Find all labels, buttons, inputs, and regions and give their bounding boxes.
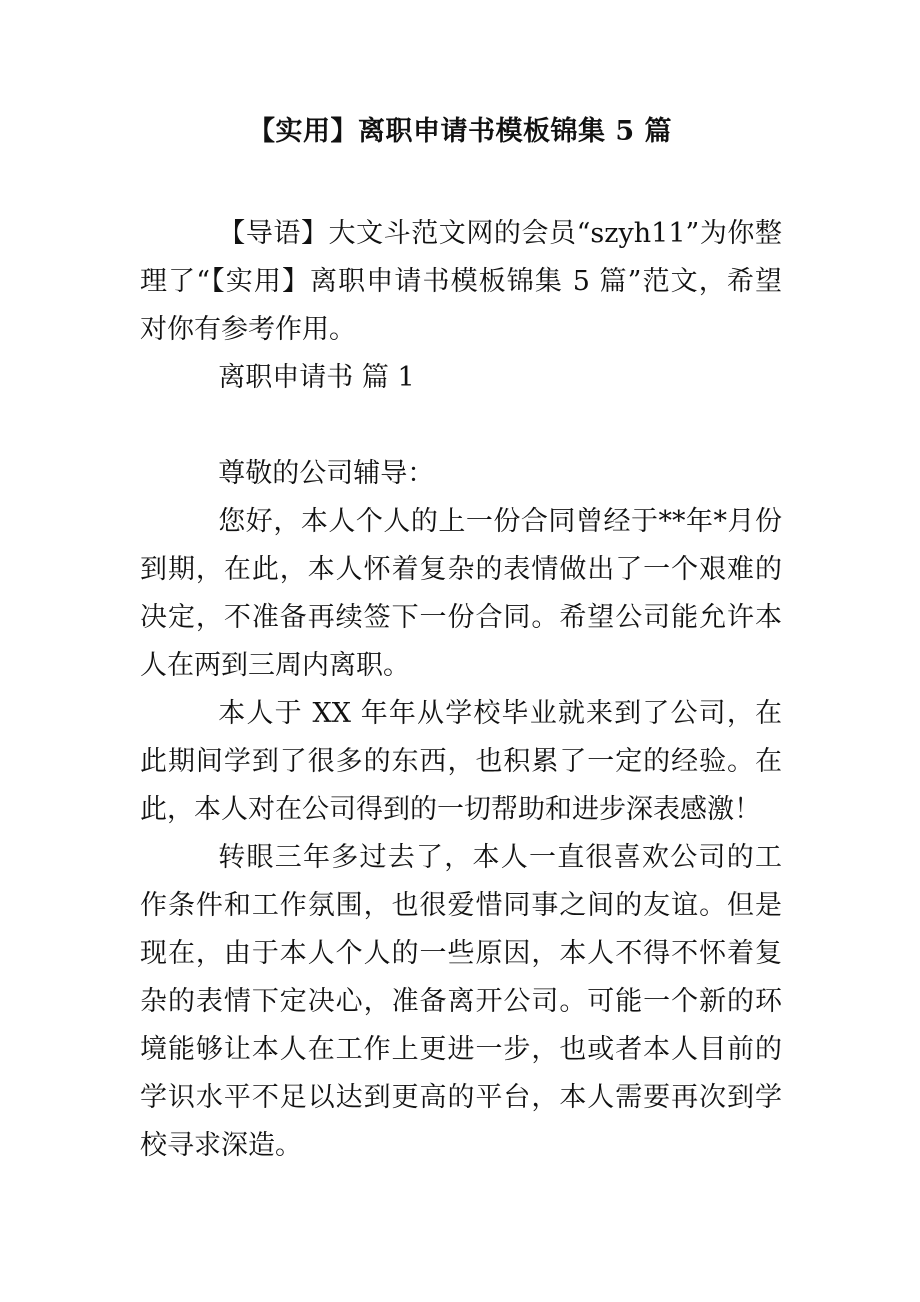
- intro-paragraph: 【导语】大文斗范文网的会员“szyh11”为你整理了“【实用】离职申请书模板锦集 5 篇”范文，希望对你有参考作用。: [140, 218, 782, 345]
- document-body: [140, 210, 782, 1170]
- body-paragraph-2: 本人于 XX 年年从学校毕业就来到了公司，在此期间学到了很多的东西，也积累了一定的经验。在此，本人对在公司得到的一切帮助和进步深表感激！: [140, 698, 782, 825]
- section-heading: 离职申请书 篇 1: [218, 362, 415, 393]
- salutation: 尊敬的公司辅导：: [218, 458, 435, 489]
- document-title: 【实用】离职申请书模板锦集 5 篇: [247, 116, 673, 147]
- body-paragraph-3: 转眼三年多过去了，本人一直很喜欢公司的工作条件和工作氛围，也很爱惜同事之间的友谊。但是现在，由于本人个人的一些原因，本人不得不怀着复杂的表情下定决心，准备离开公司。可能一个新的环境能够让本人在工作上更进一步，也或者本人目前的学识水平不足以达到更高的平台，本人需要再次到学校寻求深造。: [140, 842, 782, 1161]
- body-paragraph-1: 您好，本人个人的上一份合同曾经于**年*月份到期，在此，本人怀着复杂的表情做出了一个艰难的决定，不准备再续签下一份合同。希望公司能允许本人在两到三周内离职。: [140, 506, 782, 681]
